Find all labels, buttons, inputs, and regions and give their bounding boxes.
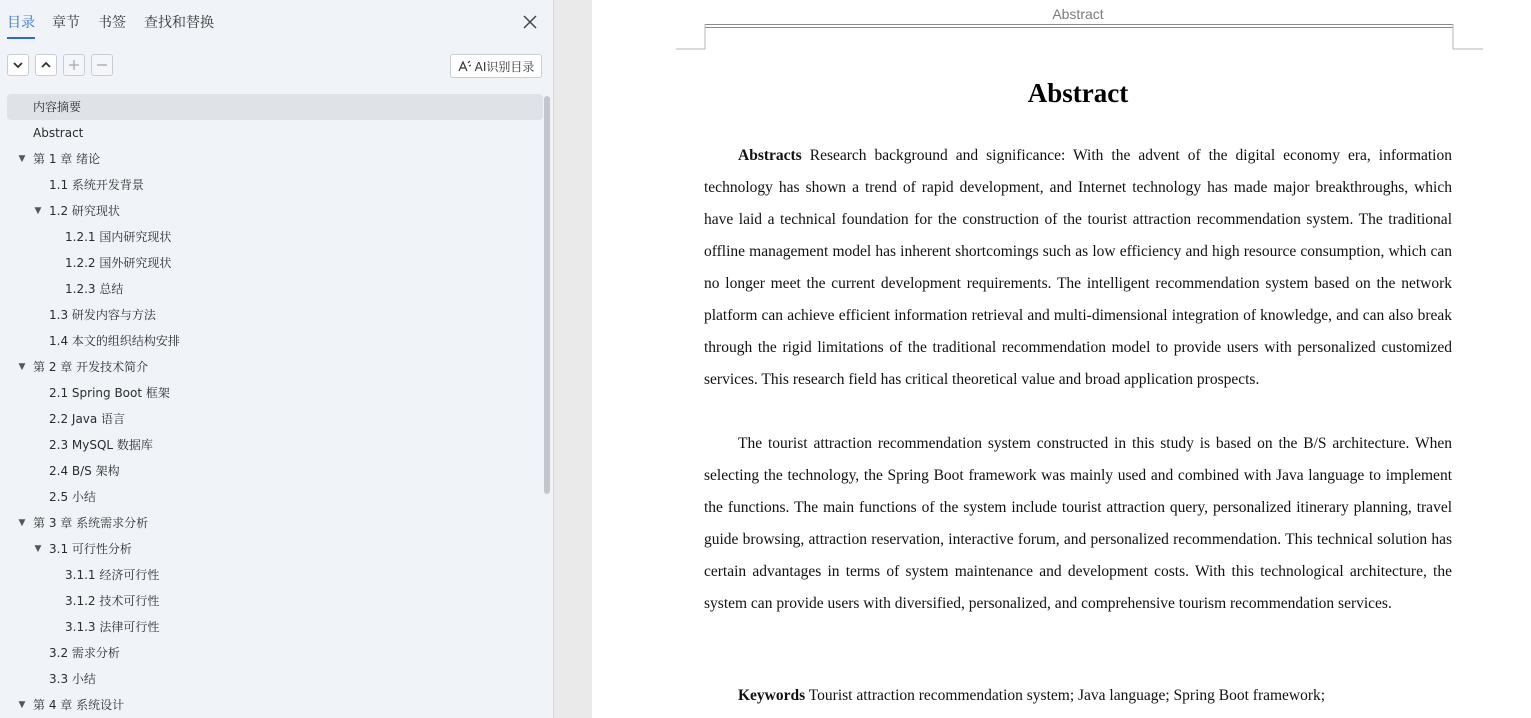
toc-item-label: 1.2.1 国内研究现状 xyxy=(65,230,172,244)
toc-item-label: 1.3 研发内容与方法 xyxy=(49,308,156,322)
toc-sidebar xyxy=(0,0,554,718)
expand-toggle-icon[interactable]: ▼ xyxy=(34,544,42,554)
expand-toggle-icon[interactable]: ▼ xyxy=(18,700,26,710)
ai-recognize-toc-button[interactable] xyxy=(450,54,542,78)
toc-item-label: 第 4 章 系统设计 xyxy=(33,698,125,712)
chevron-down-icon xyxy=(12,59,24,71)
toc-item-label: Abstract xyxy=(33,126,84,140)
toc-item[interactable] xyxy=(0,588,545,614)
toc-item-label: 1.1 系统开发背景 xyxy=(49,178,144,192)
sidebar-tabs xyxy=(0,0,553,44)
toc-item-label: 3.1.1 经济可行性 xyxy=(65,568,160,582)
toc-item-label: 3.2 需求分析 xyxy=(49,646,120,660)
toc-item-label: 第 1 章 绪论 xyxy=(33,152,101,166)
toc-item[interactable] xyxy=(0,146,545,172)
toc-item[interactable] xyxy=(0,224,545,250)
keywords-text: Tourist attraction recommendation system; Java language; Spring Boot framework; xyxy=(808,687,1326,704)
toc-item-label: 1.2.3 总结 xyxy=(65,282,124,296)
expand-toggle-icon[interactable]: ▼ xyxy=(18,154,26,164)
toc-item[interactable] xyxy=(0,120,545,146)
header-rule xyxy=(705,24,1453,25)
toc-item-label: 3.1 可行性分析 xyxy=(49,542,132,556)
margin-corner-left xyxy=(676,24,706,50)
toc-item[interactable] xyxy=(0,250,545,276)
toc-item[interactable] xyxy=(0,198,545,224)
toc-item-label: 2.4 B/S 架构 xyxy=(49,464,120,478)
toc-list xyxy=(0,94,545,718)
abstract-paragraph-1[interactable] xyxy=(704,140,1452,396)
add-heading-button[interactable] xyxy=(63,54,85,76)
margin-corner-right xyxy=(1452,24,1484,50)
ai-sparkle-icon xyxy=(458,60,472,72)
expand-all-button[interactable] xyxy=(35,54,57,76)
toc-item[interactable] xyxy=(0,276,545,302)
toc-item[interactable] xyxy=(0,458,545,484)
toc-item-label: 2.3 MySQL 数据库 xyxy=(49,438,153,452)
toc-item-label: 第 2 章 开发技术简介 xyxy=(33,360,149,374)
abstract-text-1: Research background and significance: With the advent of the digital economy era, information technology has shown a trend of rapid development, and Internet technology has made major breakthroughs, which have laid a technical foundation for the construction of the tourist attraction recommendation system. The traditional offline management model has inherent shortcomings such as low efficiency and high resource consumption, which can no longer meet the current development requirements. The intelligent recommendation system based on the network platform can achieve efficient information retrieval and multi-dimensional integration of knowledge, and can also break through the rigid limitations of the traditional recommendation model to provide users with personalized customized services. This research field has critical theoretical value and broad application prospects. xyxy=(704,147,1452,388)
toc-item-label: 3.3 小结 xyxy=(49,672,96,686)
toc-item[interactable] xyxy=(0,614,545,640)
toc-item[interactable] xyxy=(0,328,545,354)
toc-item[interactable] xyxy=(0,406,545,432)
toc-scrollbar[interactable] xyxy=(544,96,550,494)
minus-icon xyxy=(96,59,108,71)
toc-item[interactable] xyxy=(0,562,545,588)
toc-item-label: 第 3 章 系统需求分析 xyxy=(33,516,149,530)
toc-item-label: 2.5 小结 xyxy=(49,490,96,504)
toc-item-label: 1.2.2 国外研究现状 xyxy=(65,256,172,270)
document-page xyxy=(592,0,1531,718)
page-header: Abstract xyxy=(1052,6,1104,22)
collapse-all-button[interactable] xyxy=(7,54,29,76)
toc-item[interactable] xyxy=(0,172,545,198)
toc-item[interactable] xyxy=(7,94,543,120)
tab-find-replace[interactable]: 查找和替换 xyxy=(144,15,214,31)
toc-item-label: 3.1.3 法律可行性 xyxy=(65,620,160,634)
toc-item[interactable] xyxy=(0,692,545,718)
header-rule-2 xyxy=(705,27,1453,28)
chevron-up-icon xyxy=(40,59,52,71)
tab-chapters[interactable]: 章节 xyxy=(52,15,80,31)
toc-item[interactable] xyxy=(0,380,545,406)
toc-item[interactable] xyxy=(0,666,545,692)
expand-toggle-icon[interactable]: ▼ xyxy=(18,362,26,372)
toc-item-label: 2.2 Java 语言 xyxy=(49,412,126,426)
toc-item[interactable] xyxy=(0,484,545,510)
abstract-lead: Abstracts xyxy=(738,147,802,164)
toc-item-label: 1.4 本文的组织结构安排 xyxy=(49,334,180,348)
toc-item-label: 3.1.2 技术可行性 xyxy=(65,594,160,608)
expand-toggle-icon[interactable]: ▼ xyxy=(34,206,42,216)
toc-item[interactable] xyxy=(0,510,545,536)
keywords-lead: Keywords xyxy=(738,687,806,704)
toc-item-label: 1.2 研究现状 xyxy=(49,204,120,218)
toc-item-label: 内容摘要 xyxy=(33,100,82,114)
abstract-paragraph-2[interactable]: The tourist attraction recommendation system constructed in this study is based on the B/S architecture. When selecting the technology, the Spring Boot framework was mainly used and combined with Java language to implement the functions. The main functions of the system include tourist attraction query, personalized itinerary planning, travel guide browsing, attraction reservation, interactive forum, and personalized recommendation. This technical solution has certain advantages in terms of system maintenance and development costs. With this technological architecture, the system can provide users with diversified, personalized, and comprehensive tourism recommendation services. xyxy=(704,435,1452,612)
ai-button-label: AI识别目录 xyxy=(474,59,535,74)
toc-item[interactable] xyxy=(0,302,545,328)
plus-icon xyxy=(68,59,80,71)
page-title: Abstract xyxy=(1027,78,1129,108)
tab-toc[interactable]: 目录 xyxy=(7,12,35,32)
keywords-paragraph[interactable] xyxy=(704,680,1452,712)
expand-toggle-icon[interactable]: ▼ xyxy=(18,518,26,528)
remove-heading-button[interactable] xyxy=(91,54,113,76)
tab-bookmarks[interactable]: 书签 xyxy=(98,15,126,31)
toc-item[interactable] xyxy=(0,640,545,666)
toc-item[interactable] xyxy=(0,536,545,562)
toc-item[interactable] xyxy=(0,354,545,380)
close-icon[interactable] xyxy=(520,12,540,32)
toc-item-label: 2.1 Spring Boot 框架 xyxy=(49,386,170,400)
toc-item[interactable] xyxy=(0,432,545,458)
